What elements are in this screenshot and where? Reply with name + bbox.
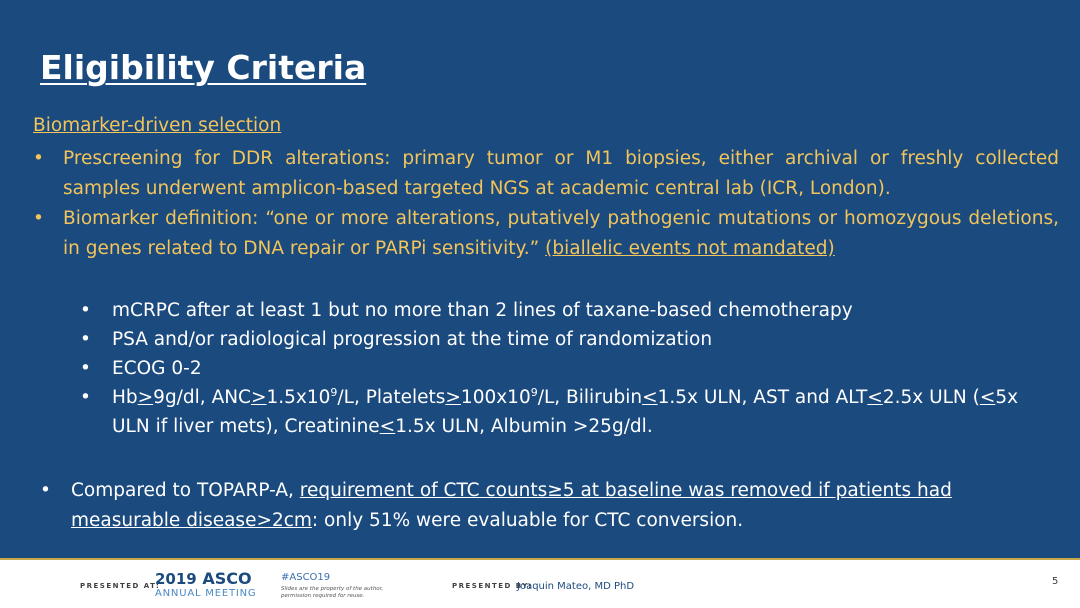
lab-values: Hb>9g/dl, $ANC>1.5x10^9/L$, $Platelets>100x10^9/L$, Bilirubin<1.5x ULN, AST and ALT<2.5x ULN (<5x ULN if liver mets), Creatinine<1.5x ULN, Albumin >25g/dl. bbox=[112, 385, 1019, 437]
criteria-item-labs bbox=[80, 383, 1040, 441]
biomarker-bullet-definition bbox=[33, 204, 1059, 264]
criteria-item-ecog bbox=[80, 354, 1040, 383]
logo-name: ASCO bbox=[202, 569, 252, 588]
bullet-marker: • bbox=[33, 208, 44, 229]
toparp-comparison bbox=[40, 476, 1040, 536]
biomarker-bullet-prescreening bbox=[33, 144, 1059, 204]
disclaimer: Slides are the property of the author, permission required for reuse. bbox=[281, 586, 384, 599]
presented-at-label: PRESENTED AT: bbox=[80, 582, 161, 590]
bullet-marker: • bbox=[40, 480, 51, 501]
hashtag: #ASCO19 bbox=[281, 572, 331, 583]
presented-by-label: PRESENTED BY: bbox=[452, 582, 533, 590]
criteria-text: ECOG 0-2 bbox=[112, 358, 202, 379]
bullet-text: Prescreening for DDR alterations: primary tumor or M1 biopsies, either archival or freshly collected samples underwent amplicon-based targeted NGS at academic central lab (ICR, London). bbox=[63, 148, 1059, 199]
comparison-tail: : only 51% were evaluable for CTC conversion. bbox=[311, 510, 744, 531]
asco-logo bbox=[155, 570, 256, 600]
bullet-marker: • bbox=[80, 300, 91, 321]
comparison-underlined: requirement of CTC counts≥5 at baseline was removed if patients had measurable disease>2cm bbox=[71, 480, 952, 531]
biomarker-bullet-list bbox=[33, 144, 1059, 264]
bullet-text: Biomarker definition: “one or more alterations, putatively pathogenic mutations or homozygous deletions, in genes related to DNA repair or PARPi sensitivity.” bbox=[63, 208, 1059, 259]
slide-footer bbox=[0, 558, 1080, 608]
criteria-text: mCRPC after at least 1 but no more than 2 lines of taxane-based chemotherapy bbox=[112, 300, 853, 321]
bullet-marker: • bbox=[80, 387, 91, 408]
logo-subtitle: ANNUAL MEETING bbox=[155, 588, 257, 599]
eligibility-criteria-list bbox=[80, 296, 1040, 441]
criteria-item-mcrpc bbox=[80, 296, 1040, 325]
bullet-marker: • bbox=[80, 358, 91, 379]
comparison-lead: Compared to TOPARP-A, bbox=[71, 480, 300, 501]
bullet-marker: • bbox=[33, 148, 44, 169]
presenter-name: Joaquin Mateo, MD PhD bbox=[517, 581, 635, 592]
slide-title: Eligibility Criteria bbox=[40, 48, 367, 87]
biomarker-subtitle: Biomarker-driven selection bbox=[33, 115, 282, 136]
biallelic-note: (biallelic events not mandated) bbox=[545, 238, 835, 259]
logo-year: 2019 bbox=[155, 570, 197, 588]
criteria-item-progression bbox=[80, 325, 1040, 354]
bullet-marker: • bbox=[80, 329, 91, 350]
criteria-text: PSA and/or radiological progression at the time of randomization bbox=[112, 329, 713, 350]
page-number: 5 bbox=[1052, 576, 1059, 587]
